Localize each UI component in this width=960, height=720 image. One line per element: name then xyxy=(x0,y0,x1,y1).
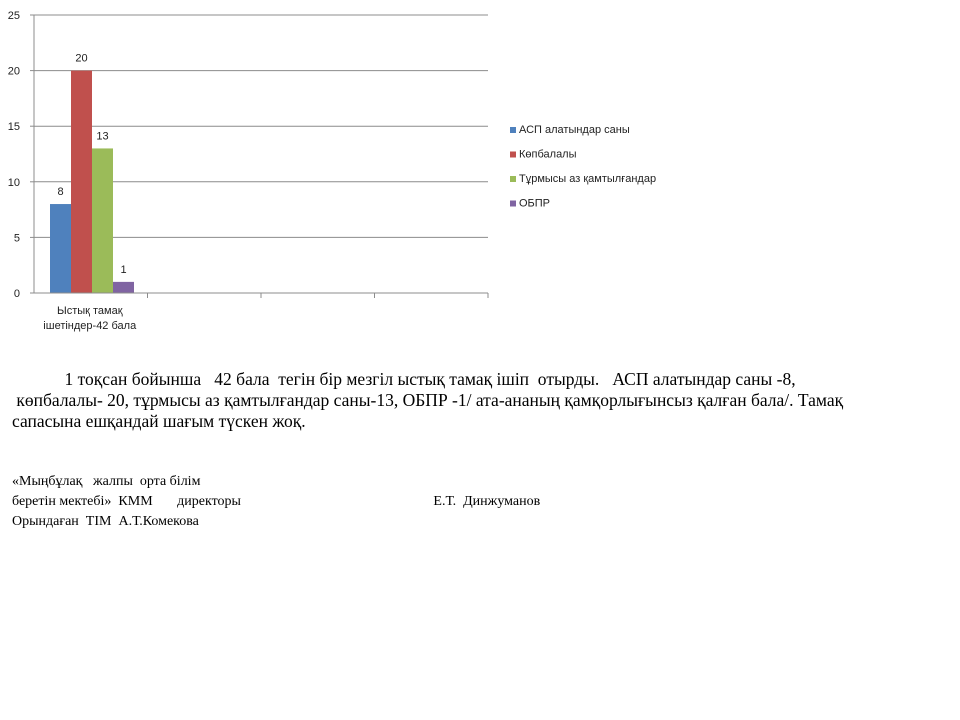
y-tick-label: 10 xyxy=(7,176,20,189)
y-tick-label: 5 xyxy=(13,232,20,245)
school-name-line: «Мыңбұлақ жалпы орта білім xyxy=(12,474,201,489)
director-line: беретін мектебі» КММ директоры Е.Т. Динжуманов xyxy=(12,494,541,509)
bar-3 xyxy=(92,148,113,293)
legend-label: АСП алатындар саны xyxy=(519,124,630,136)
signature-block xyxy=(12,472,540,532)
paragraph-line: сапасына ешқандай шағым түскен жоқ. xyxy=(12,411,306,431)
x-category-label: Ыстық тамақ ішетіндер-42 бала xyxy=(43,305,137,332)
bar-chart xyxy=(0,0,700,345)
legend-label: Тұрмысы аз қамтылғандар xyxy=(519,173,657,185)
y-tick-label: 25 xyxy=(7,10,20,22)
chart-bars xyxy=(50,53,134,293)
legend-swatch xyxy=(510,201,516,207)
paragraph-line: 1 тоқсан бойынша 42 бала тегін бір мезгіл ыстық тамақ ішіп отырды. АСП алатындар саны -8, xyxy=(12,369,796,389)
legend-swatch xyxy=(510,176,516,182)
bar-1 xyxy=(50,204,71,293)
paragraph-line: көпбалалы- 20, тұрмысы аз қамтылғандар саны-13, ОБПР -1/ ата-ананың қамқорлығынсыз қалған бала/. Тамақ xyxy=(12,390,844,410)
y-tick-label: 0 xyxy=(13,288,20,300)
data-label: 13 xyxy=(96,130,109,143)
bar-2 xyxy=(71,71,92,293)
legend-swatch xyxy=(510,127,516,133)
summary-paragraph xyxy=(12,369,912,432)
legend-label: ОБПР xyxy=(519,197,551,210)
data-label: 20 xyxy=(75,52,88,65)
data-label: 8 xyxy=(57,186,64,199)
y-tick-label: 15 xyxy=(7,121,20,134)
y-tick-label: 20 xyxy=(7,65,20,78)
legend-swatch xyxy=(510,152,516,158)
legend-label: Көпбалалы xyxy=(519,148,577,161)
bar-4 xyxy=(113,282,134,293)
data-label: 1 xyxy=(120,263,127,276)
executor-line: Орындаған ТІМ А.Т.Комекова xyxy=(12,514,199,529)
chart-legend xyxy=(510,124,656,210)
